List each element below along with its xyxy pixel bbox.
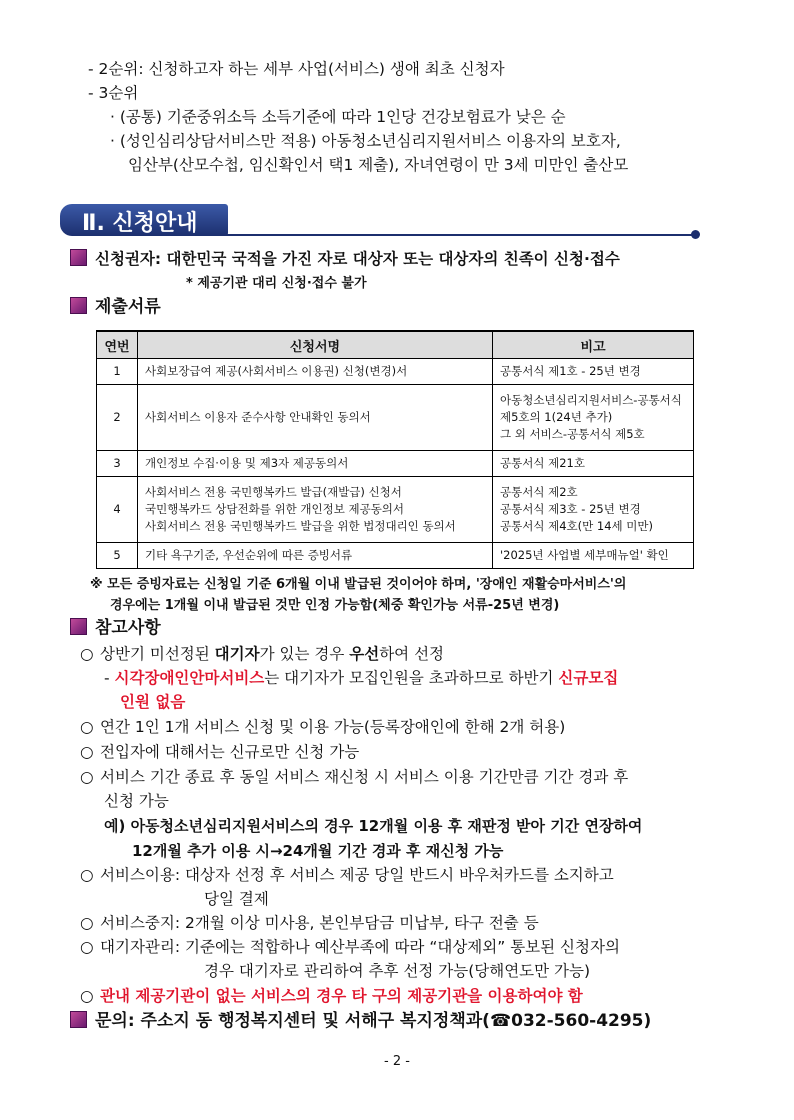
applicant-note: * 제공기관 대리 신청·접수 불가 xyxy=(186,276,367,291)
section-dot xyxy=(691,230,700,239)
form-note: 공통서식 제1호 - 25년 변경 xyxy=(500,364,641,378)
section-header xyxy=(60,204,700,238)
note-emphasis: 대기자 xyxy=(214,645,260,663)
table-row xyxy=(97,477,694,543)
contact-text: 문의: 주소지 동 행정복지센터 및 서해구 복지정책과(☎032-560-4295) xyxy=(95,1011,652,1031)
circle-bullet-icon: ○ xyxy=(80,987,94,1005)
section-tab xyxy=(60,204,228,236)
row-number: 1 xyxy=(97,359,138,385)
contact-line xyxy=(70,1010,651,1032)
applicant-text: 대한민국 국적을 가진 자로 대상자 또는 대상자의 친족이 신청·접수 xyxy=(166,250,620,268)
priority-third-adult-cont: 임산부(산모수첩, 임신확인서 택1 제출), 자녀연령이 만 3세 미만인 출산모 xyxy=(128,156,629,174)
form-name: 사회서비스 전용 국민행복카드 발급(재발급) 신청서 xyxy=(145,485,402,499)
form-note-cell xyxy=(493,385,694,451)
note-service-use xyxy=(80,864,614,886)
applicant-line xyxy=(70,248,620,270)
note-text: 전입자에 대해서는 신규로만 신청 가능 xyxy=(100,743,360,761)
circle-bullet-icon: ○ xyxy=(80,718,94,736)
column-header: 비고 xyxy=(493,331,694,359)
dash: - xyxy=(104,669,115,687)
note-text: 서비스중지: 2개월 이상 미사용, 본인부담금 미납부, 타구 전출 등 xyxy=(100,914,539,932)
documents-footnote-1: ※ 모든 증빙자료는 신청일 기준 6개월 이내 발급된 것이어야 하며, '장애인 재활승마서비스'의 xyxy=(90,577,627,592)
priority-third-common: · (공통) 기준중위소득 소득기준에 따라 1인당 건강보험료가 낮은 순 xyxy=(110,108,566,126)
form-note: 아동청소년심리지원서비스-공통서식 xyxy=(500,393,682,407)
square-bullet-icon xyxy=(70,249,87,266)
form-note: 공통서식 제3호 - 25년 변경 xyxy=(500,502,641,516)
form-note: 공통서식 제2호 xyxy=(500,485,578,499)
priority-third: - 3순위 xyxy=(88,84,139,102)
circle-bullet-icon: ○ xyxy=(80,645,94,663)
row-number: 3 xyxy=(97,451,138,477)
table-row xyxy=(97,543,694,569)
table-row xyxy=(97,385,694,451)
note-annual-limit xyxy=(80,716,565,738)
table-row xyxy=(97,359,694,385)
page-number: - 2 - xyxy=(384,1054,410,1069)
form-name-cell xyxy=(138,477,493,543)
note-text: 서비스 기간 종료 후 동일 서비스 재신청 시 서비스 이용 기간만큼 기간 경과 후 xyxy=(100,768,629,786)
section-title: Ⅱ. 신청안내 xyxy=(82,211,198,236)
note-text: 상반기 미선정된 xyxy=(100,645,215,663)
form-name-cell xyxy=(138,385,493,451)
note-reapply-example-2: 12개월 추가 이용 시→24개월 기간 경과 후 재신청 가능 xyxy=(132,842,504,860)
circle-bullet-icon: ○ xyxy=(80,938,94,956)
note-waitlist-sub-cont: 인원 없음 xyxy=(120,693,186,711)
form-name: 사회서비스 이용자 준수사항 안내확인 동의서 xyxy=(145,410,371,424)
form-note-cell xyxy=(493,359,694,385)
documents-heading-line xyxy=(70,296,161,318)
form-note: 공통서식 제4호(만 14세 미만) xyxy=(500,519,653,533)
row-number: 2 xyxy=(97,385,138,451)
form-note-cell xyxy=(493,477,694,543)
section-rule xyxy=(220,234,692,236)
column-header: 신청서명 xyxy=(138,331,493,359)
form-name: 기타 욕구기준, 우선순위에 따른 증빙서류 xyxy=(145,548,353,562)
form-name: 사회보장급여 제공(사회서비스 이용권) 신청(변경)서 xyxy=(145,364,408,378)
note-text: 대기자관리: 기준에는 적합하나 예산부족에 따라 “대상제외” 통보된 신청자의 xyxy=(100,938,620,956)
column-header: 연번 xyxy=(97,331,138,359)
note-waitlist-mgmt xyxy=(80,936,620,958)
note-service-stop xyxy=(80,912,539,934)
form-note: '2025년 사업별 세부매뉴얼' 확인 xyxy=(500,548,669,562)
note-emphasis: 우선 xyxy=(349,645,380,663)
note-text: 가 있는 경우 xyxy=(259,645,350,663)
form-note-cell xyxy=(493,543,694,569)
square-bullet-icon xyxy=(70,618,87,635)
note-text: 서비스이용: 대상자 선정 후 서비스 제공 당일 반드시 바우처카드를 소지하고 xyxy=(100,866,614,884)
circle-bullet-icon: ○ xyxy=(80,866,94,884)
note-reapply xyxy=(80,766,628,788)
circle-bullet-icon: ○ xyxy=(80,768,94,786)
circle-bullet-icon: ○ xyxy=(80,914,94,932)
form-note: 제5호의 1(24년 추가) xyxy=(500,410,613,424)
documents-table xyxy=(96,330,694,569)
form-name-cell xyxy=(138,359,493,385)
circle-bullet-icon: ○ xyxy=(80,743,94,761)
form-name-cell xyxy=(138,451,493,477)
row-number: 4 xyxy=(97,477,138,543)
row-number: 5 xyxy=(97,543,138,569)
note-waitlist-sub xyxy=(104,667,618,689)
priority-second: - 2순위: 신청하고자 하는 세부 사업(서비스) 생애 최초 신청자 xyxy=(88,60,505,78)
note-text: 연간 1인 1개 서비스 신청 및 이용 가능(등록장애인에 한해 2개 허용) xyxy=(100,718,566,736)
note-waitlist-mgmt-cont: 경우 대기자로 관리하여 추후 선정 가능(당해연도만 가능) xyxy=(204,962,591,980)
documents-footnote-2: 경우에는 1개월 이내 발급된 것만 인정 가능함(체중 확인가능 서류-25년 변경) xyxy=(110,598,560,613)
notes-heading-line xyxy=(70,617,161,639)
note-other-district xyxy=(80,985,583,1007)
applicant-heading: 신청권자: xyxy=(95,250,162,268)
form-name: 개인정보 수집·이용 및 제3자 제공동의서 xyxy=(145,456,349,470)
form-name-cell xyxy=(138,543,493,569)
note-text: 는 대기자가 모집인원을 초과하므로 하반기 xyxy=(264,669,559,687)
documents-heading: 제출서류 xyxy=(95,297,161,317)
note-transfer xyxy=(80,741,359,763)
form-note: 그 외 서비스-공통서식 제5호 xyxy=(500,427,645,441)
note-reapply-example-1: 예) 아동청소년심리지원서비스의 경우 12개월 이용 후 재판정 받아 기간 연장하여 xyxy=(104,817,643,835)
table-header-row xyxy=(97,331,694,359)
table-row xyxy=(97,451,694,477)
form-name: 국민행복카드 상담전화를 위한 개인정보 제공동의서 xyxy=(145,502,405,516)
note-waitlist xyxy=(80,643,444,665)
form-note-cell xyxy=(493,451,694,477)
note-red-text: 시각장애인안마서비스 xyxy=(114,669,265,687)
note-text: 하여 선정 xyxy=(379,645,445,663)
form-note: 공통서식 제21호 xyxy=(500,456,585,470)
note-red-text: 관내 제공기관이 없는 서비스의 경우 타 구의 제공기관을 이용하여야 함 xyxy=(100,987,583,1005)
note-red-text: 신규모집 xyxy=(558,669,619,687)
form-name: 사회서비스 전용 국민행복카드 발급을 위한 법정대리인 동의서 xyxy=(145,519,456,533)
note-reapply-cont: 신청 가능 xyxy=(104,792,169,810)
note-service-use-cont: 당일 결제 xyxy=(204,890,269,908)
notes-heading: 참고사항 xyxy=(95,618,161,638)
square-bullet-icon xyxy=(70,297,87,314)
square-bullet-icon xyxy=(70,1011,87,1028)
priority-third-adult: · (성인심리상담서비스만 적용) 아동청소년심리지원서비스 이용자의 보호자, xyxy=(110,132,621,150)
